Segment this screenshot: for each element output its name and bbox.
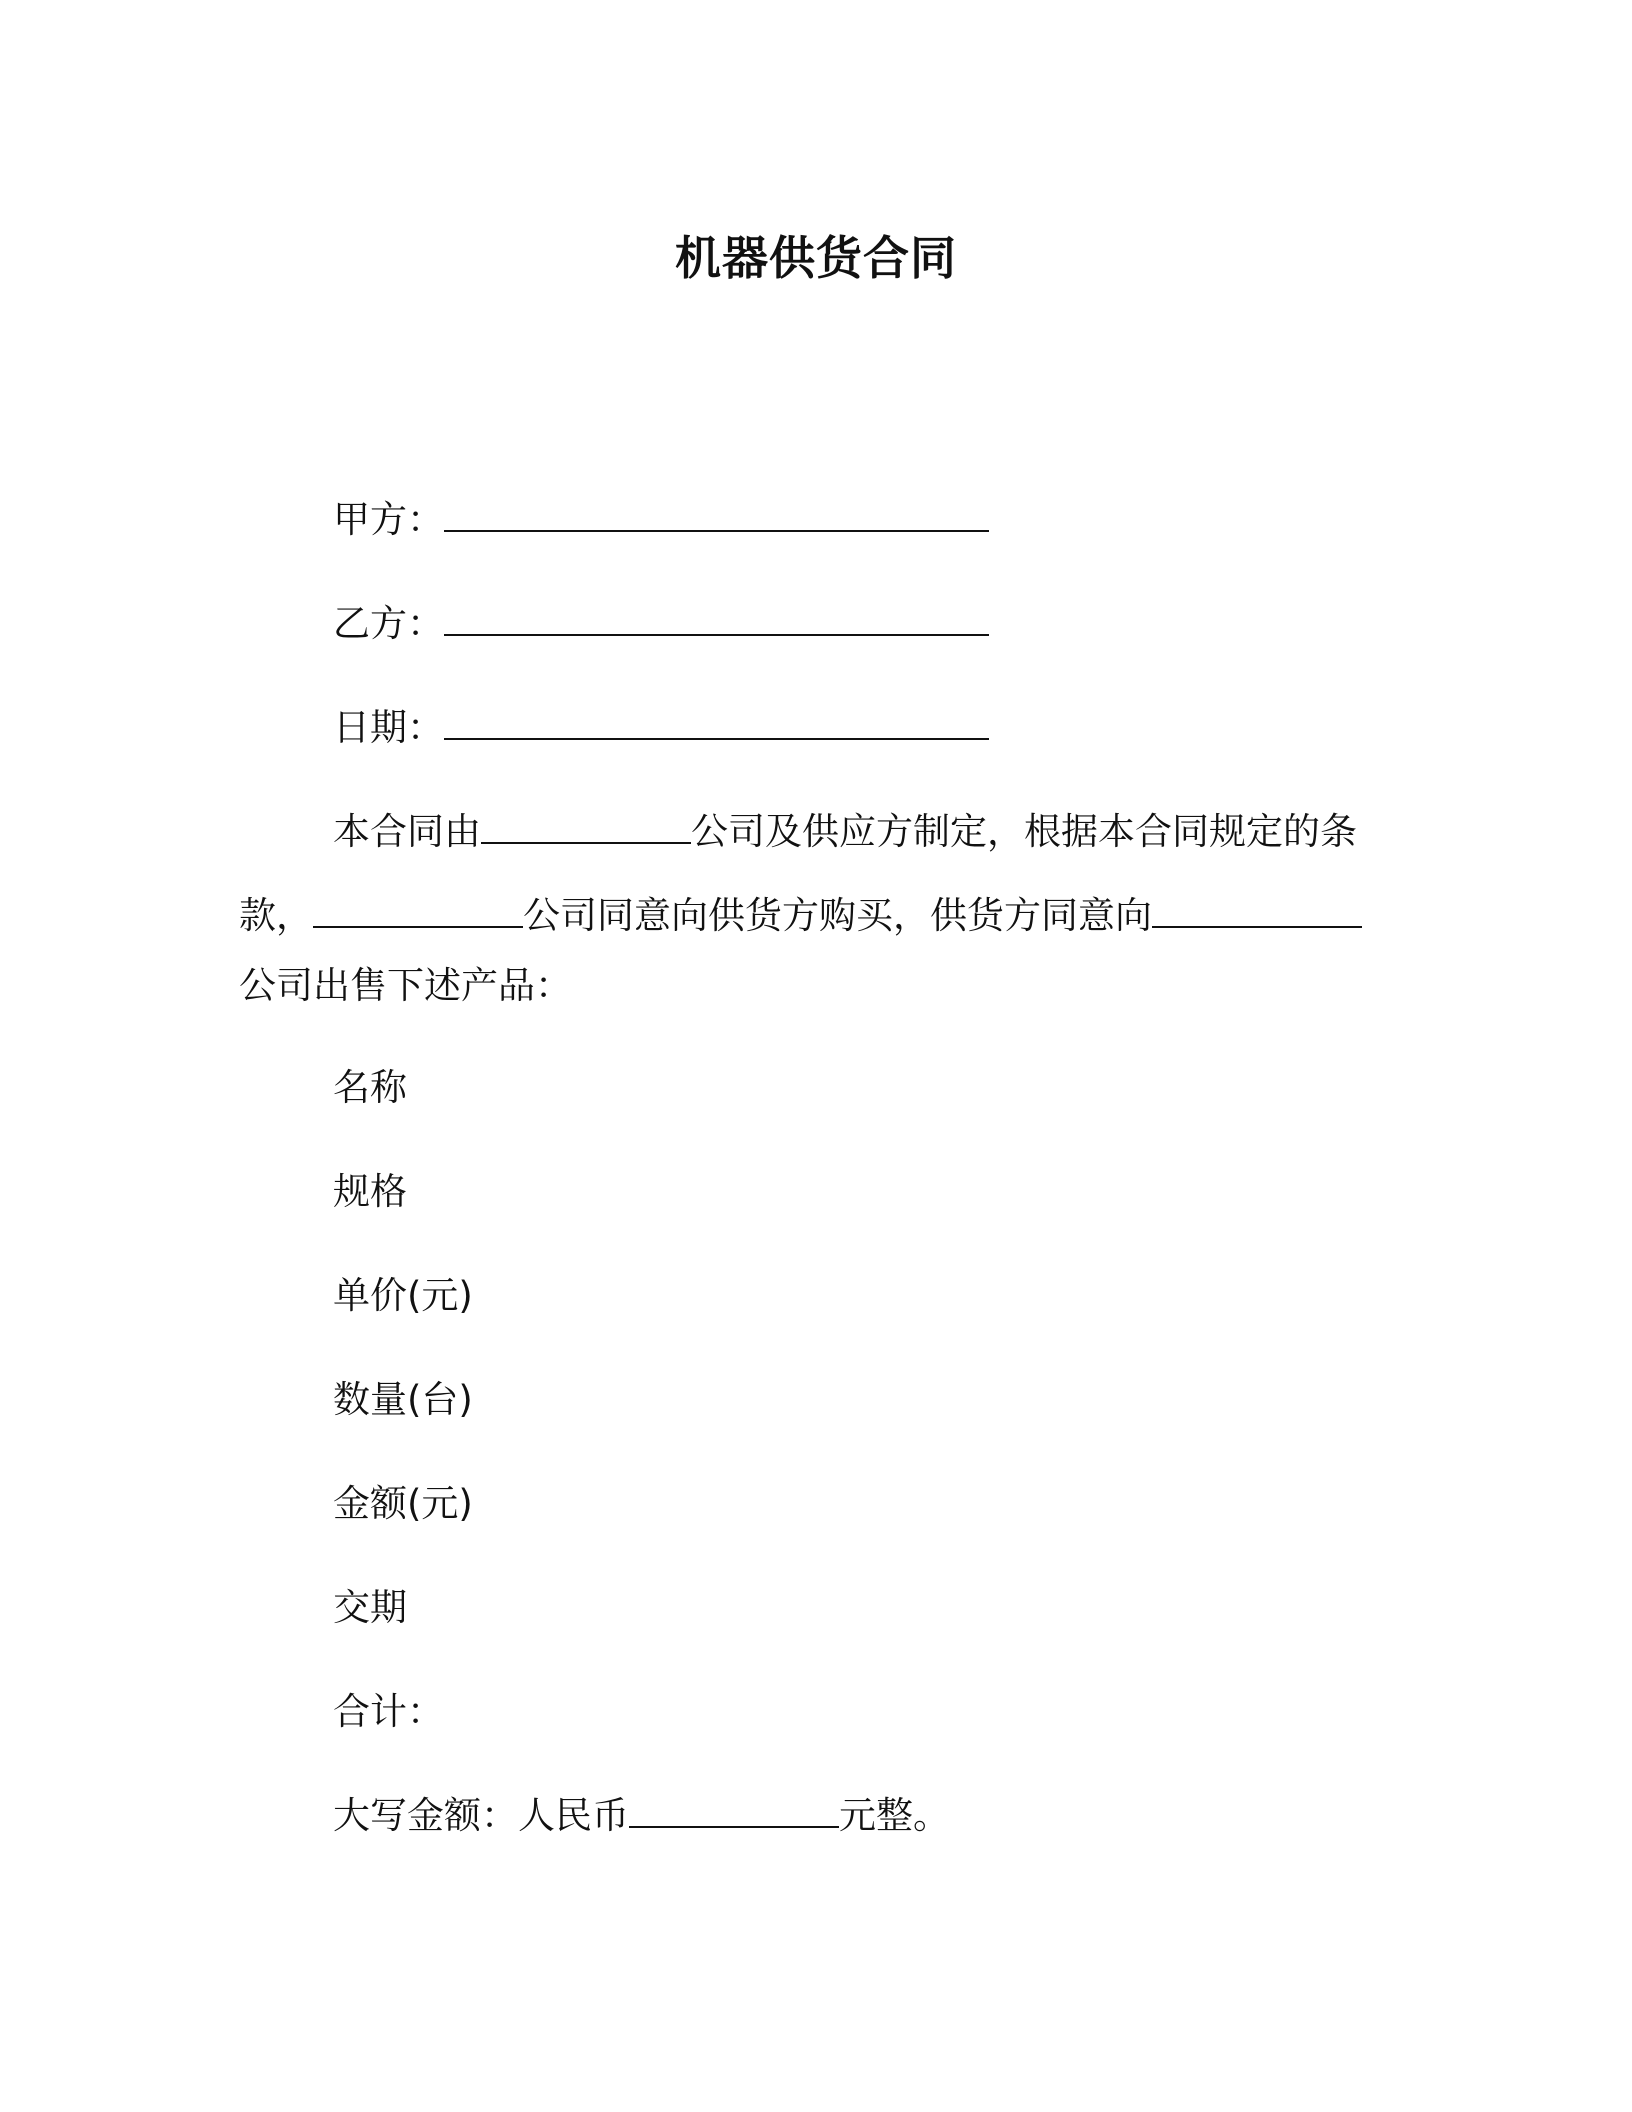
amount-words-suffix: 元整。 — [839, 1794, 950, 1837]
company-blank-2[interactable] — [313, 896, 523, 928]
intro-line-1 — [333, 808, 1357, 856]
company-blank-3[interactable] — [1152, 896, 1362, 928]
item-quantity: 数量(台) — [333, 1378, 473, 1421]
date-blank[interactable] — [444, 708, 989, 740]
amount-words-line — [333, 1792, 950, 1840]
intro-text-1a: 本合同由 — [333, 810, 481, 853]
intro-line-2 — [239, 892, 1362, 940]
party-a-line — [333, 496, 989, 544]
date-line — [333, 704, 989, 752]
item-amount: 金额(元) — [333, 1482, 473, 1525]
party-a-label: 甲方： — [333, 498, 444, 541]
intro-text-2a: 款， — [239, 894, 313, 937]
intro-line-3 — [239, 962, 572, 1010]
date-label: 日期： — [333, 706, 444, 749]
intro-text-3: 公司出售下述产品： — [239, 964, 572, 1007]
intro-text-1b: 公司及供应方制定，根据本合同规定的条 — [691, 810, 1357, 853]
company-blank-1[interactable] — [481, 812, 691, 844]
item-unit-price: 单价(元) — [333, 1274, 473, 1317]
party-b-line — [333, 600, 989, 648]
item-spec: 规格 — [333, 1170, 407, 1213]
amount-words-label: 大写金额：人民币 — [333, 1794, 629, 1837]
document-title: 机器供货合同 — [675, 231, 957, 285]
item-delivery: 交期 — [333, 1586, 407, 1629]
total-label: 合计： — [333, 1690, 444, 1733]
party-a-blank[interactable] — [444, 500, 989, 532]
intro-text-2b: 公司同意向供货方购买，供货方同意向 — [523, 894, 1152, 937]
amount-words-blank[interactable] — [629, 1796, 839, 1828]
party-b-label: 乙方： — [333, 602, 444, 645]
item-name: 名称 — [333, 1066, 407, 1109]
party-b-blank[interactable] — [444, 604, 989, 636]
